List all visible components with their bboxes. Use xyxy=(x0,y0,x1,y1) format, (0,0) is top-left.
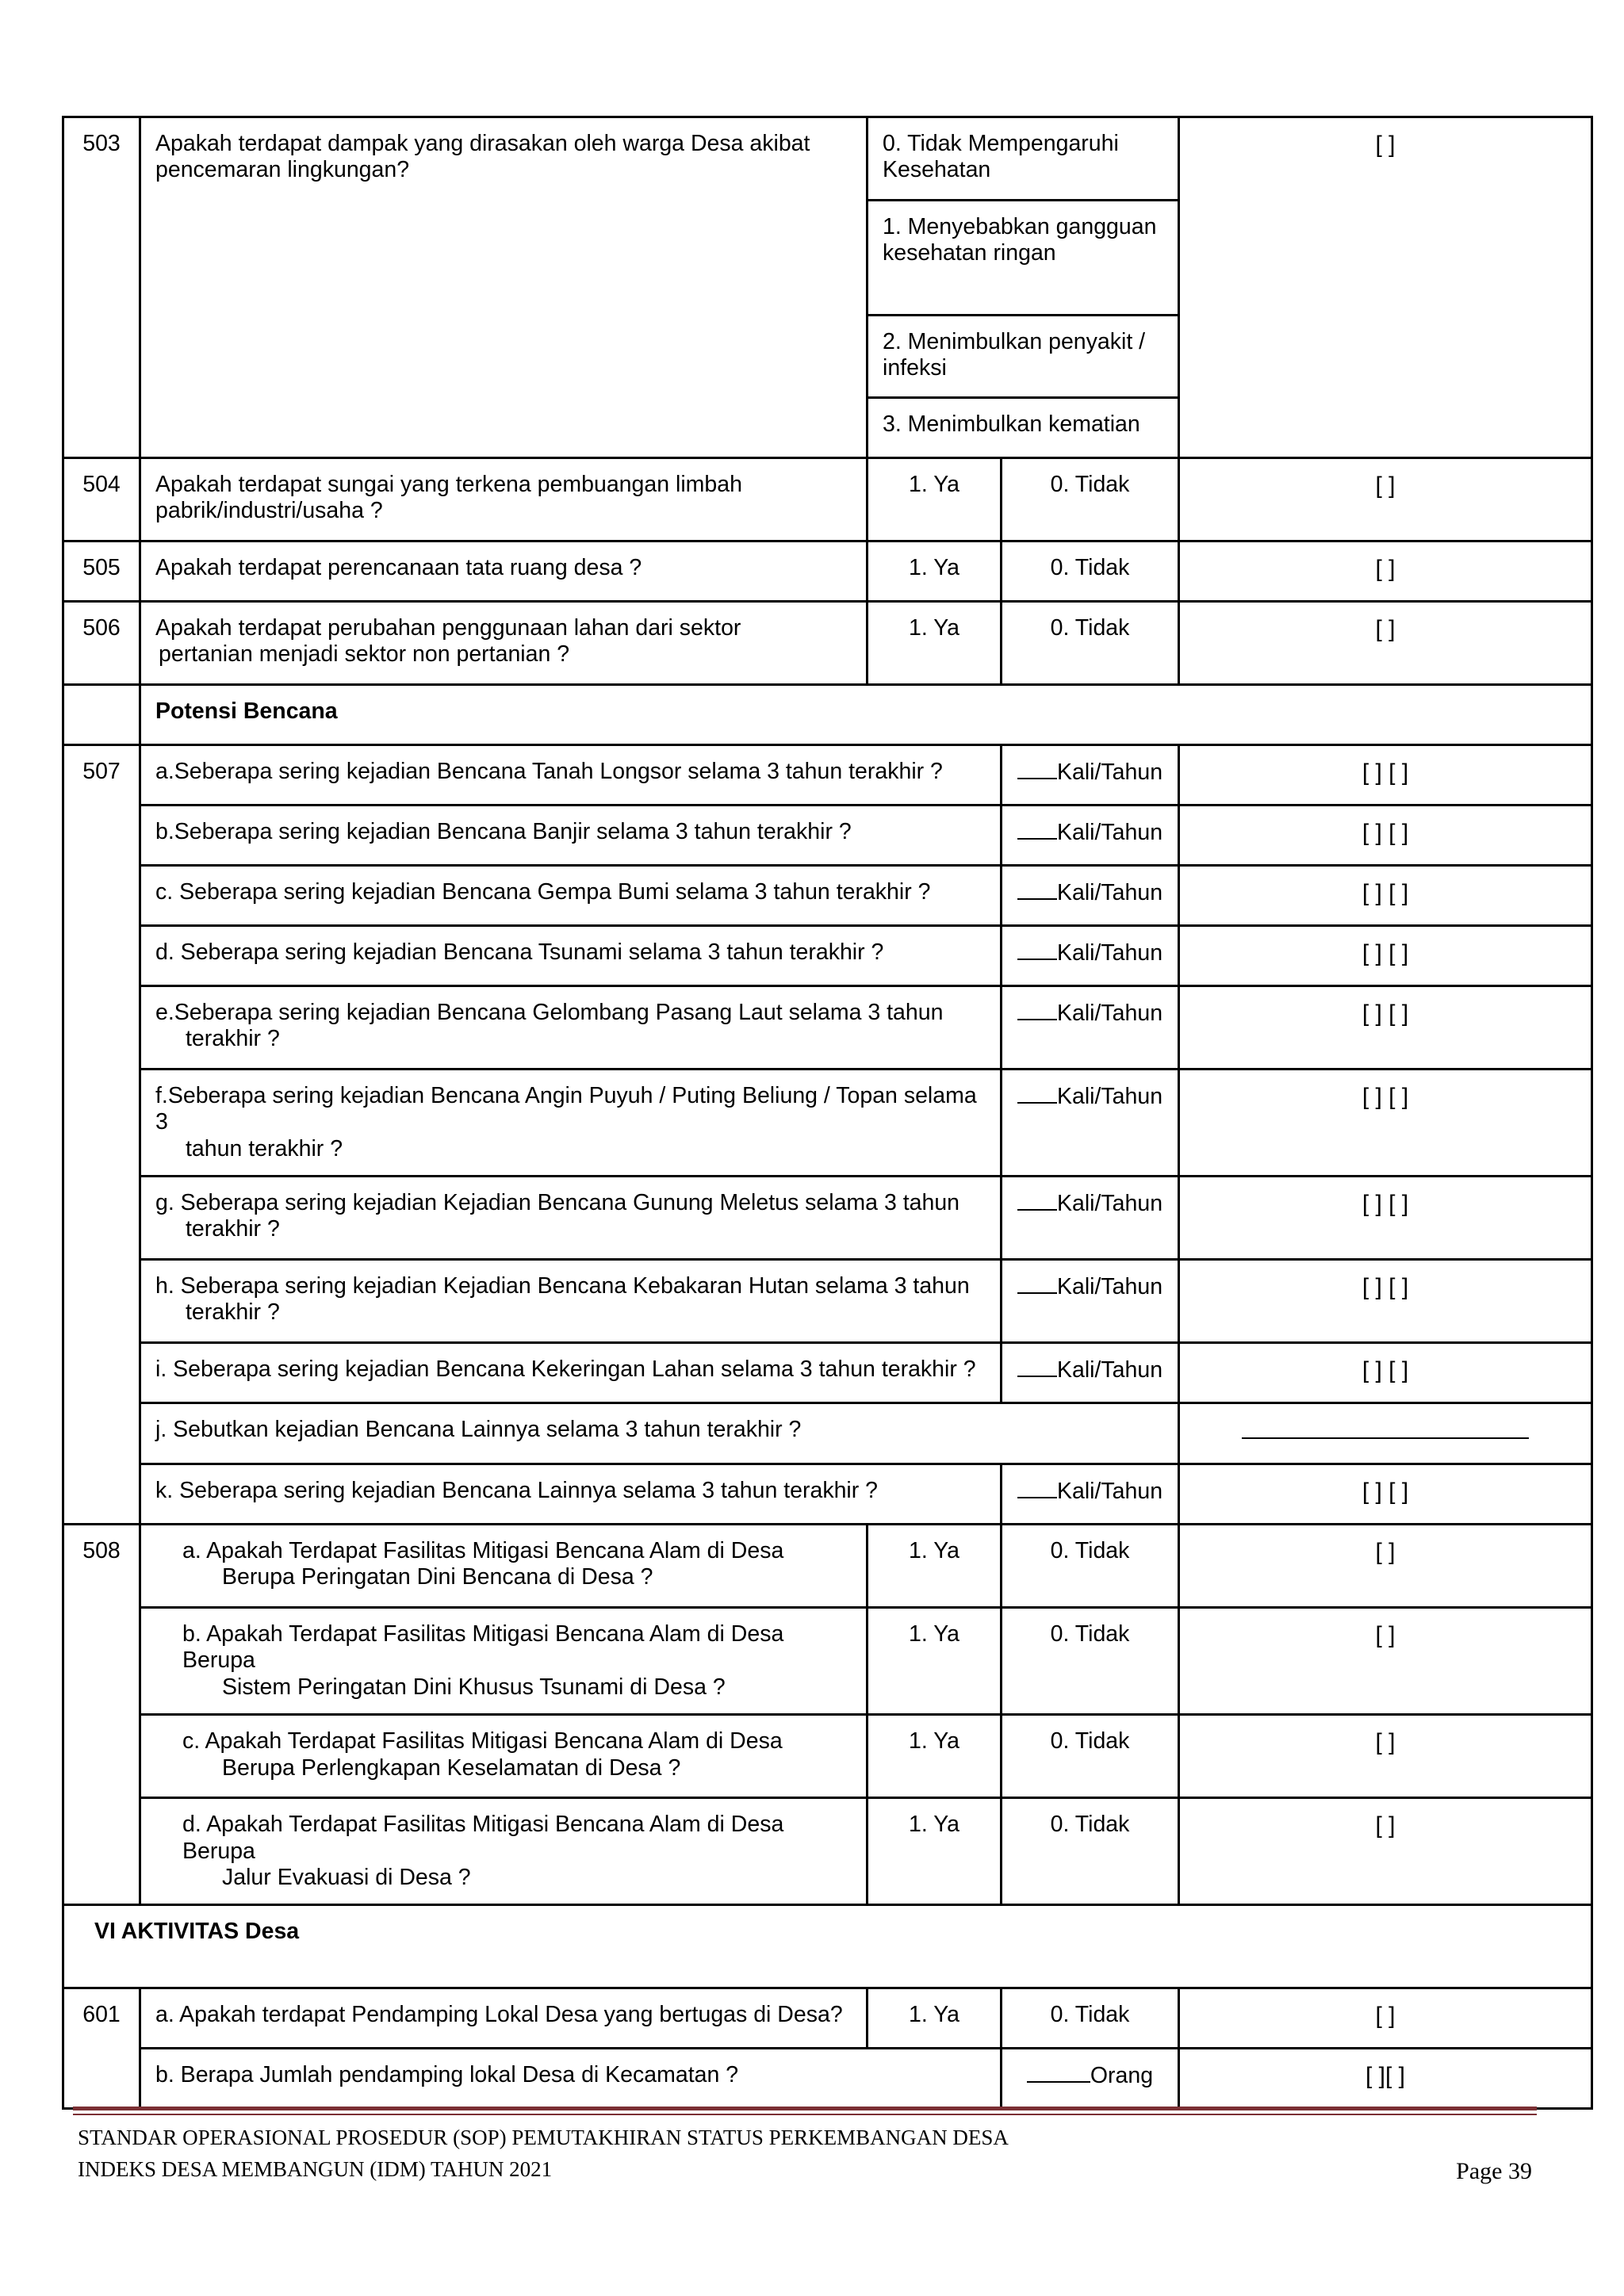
row-505 xyxy=(63,541,1592,602)
answer-box[interactable]: [ ] [ ] xyxy=(1179,926,1592,986)
question-text: h. Seberapa sering kejadian Kejadian Bencana Kebakaran Hutan selama 3 tahun terakhir ? xyxy=(140,1260,1002,1343)
row-507f xyxy=(63,1070,1592,1177)
answer-box[interactable]: [ ] [ ] xyxy=(1179,1343,1592,1403)
option-1: 1. Menyebabkan gangguan kesehatan ringan xyxy=(868,201,1179,316)
answer-box[interactable]: [ ] xyxy=(1179,1608,1592,1715)
option-yes: 1. Ya xyxy=(868,602,1002,685)
frequency-field[interactable]: Kali/Tahun xyxy=(1002,745,1179,806)
question-text: b. Berapa Jumlah pendamping lokal Desa di Kecamatan ? xyxy=(140,2049,1002,2109)
question-text: b. Apakah Terdapat Fasilitas Mitigasi Bencana Alam di Desa Berupa Sistem Peringatan Dini Khusus Tsunami di Desa ? xyxy=(140,1608,868,1715)
footer-rule-thin xyxy=(73,2114,1537,2115)
answer-box[interactable]: [ ] [ ] xyxy=(1179,1177,1592,1260)
row-508b xyxy=(63,1608,1592,1715)
question-text: d. Seberapa sering kejadian Bencana Tsunami selama 3 tahun terakhir ? xyxy=(140,926,1002,986)
section-row xyxy=(63,1905,1592,1988)
row-number: 505 xyxy=(63,541,140,602)
page-number: Page 39 xyxy=(1456,2158,1532,2184)
row-number: 507 xyxy=(63,745,140,1525)
row-507i xyxy=(63,1343,1592,1403)
option-no: 0. Tidak xyxy=(1002,1798,1179,1905)
frequency-field[interactable]: Kali/Tahun xyxy=(1002,1177,1179,1260)
question-text: a. Apakah terdapat Pendamping Lokal Desa yang bertugas di Desa? xyxy=(140,1988,868,2049)
row-507e xyxy=(63,986,1592,1070)
row-507g xyxy=(63,1177,1592,1260)
row-507d xyxy=(63,926,1592,986)
row-508a xyxy=(63,1525,1592,1608)
answer-blank-line[interactable] xyxy=(1179,1403,1592,1464)
footer-rule xyxy=(73,2107,1537,2110)
section-heading: VI AKTIVITAS Desa xyxy=(63,1905,1592,1988)
option-no: 0. Tidak xyxy=(1002,1715,1179,1798)
frequency-field[interactable]: Kali/Tahun xyxy=(1002,1464,1179,1525)
answer-box[interactable]: [ ] xyxy=(1179,117,1592,458)
question-text: g. Seberapa sering kejadian Kejadian Bencana Gunung Meletus selama 3 tahun terakhir ? xyxy=(140,1177,1002,1260)
row-number: 503 xyxy=(63,117,140,458)
footer xyxy=(78,2122,1537,2186)
question-text: a. Apakah Terdapat Fasilitas Mitigasi Bencana Alam di Desa Berupa Peringatan Dini Bencana di Desa ? xyxy=(140,1525,868,1608)
row-506 xyxy=(63,602,1592,685)
option-no: 0. Tidak xyxy=(1002,1608,1179,1715)
question-text: Apakah terdapat perencanaan tata ruang desa ? xyxy=(140,541,868,602)
row-504 xyxy=(63,458,1592,541)
option-no: 0. Tidak xyxy=(1002,602,1179,685)
footer-line-2: INDEKS DESA MEMBANGUN (IDM) TAHUN 2021 xyxy=(78,2156,553,2181)
row-508d xyxy=(63,1798,1592,1905)
answer-box[interactable]: [ ] xyxy=(1179,1715,1592,1798)
subheading-row xyxy=(63,685,1592,745)
question-text: c. Apakah Terdapat Fasilitas Mitigasi Bencana Alam di Desa Berupa Perlengkapan Keselamatan di Desa ? xyxy=(140,1715,868,1798)
option-0: 0. Tidak Mempengaruhi Kesehatan xyxy=(868,117,1179,201)
option-yes: 1. Ya xyxy=(868,1525,1002,1608)
answer-box[interactable]: [ ] xyxy=(1179,1525,1592,1608)
answer-box[interactable]: [ ] [ ] xyxy=(1179,986,1592,1070)
row-507k xyxy=(63,1464,1592,1525)
question-text: i. Seberapa sering kejadian Bencana Kekeringan Lahan selama 3 tahun terakhir ? xyxy=(140,1343,1002,1403)
question-text: Apakah terdapat perubahan penggunaan lahan dari sektor pertanian menjadi sektor non pertanian ? xyxy=(140,602,868,685)
option-no: 0. Tidak xyxy=(1002,458,1179,541)
answer-box[interactable]: [ ] xyxy=(1179,458,1592,541)
row-number: 601 xyxy=(63,1988,140,2109)
option-no: 0. Tidak xyxy=(1002,1988,1179,2049)
frequency-field[interactable]: Kali/Tahun xyxy=(1002,986,1179,1070)
answer-box[interactable]: [ ] xyxy=(1179,1798,1592,1905)
answer-box[interactable]: [ ] xyxy=(1179,1988,1592,2049)
row-507h xyxy=(63,1260,1592,1343)
question-text: Apakah terdapat dampak yang dirasakan oleh warga Desa akibat pencemaran lingkungan? xyxy=(140,117,868,458)
option-yes: 1. Ya xyxy=(868,1715,1002,1798)
row-601a xyxy=(63,1988,1592,2049)
question-text: e.Seberapa sering kejadian Bencana Gelombang Pasang Laut selama 3 tahun terakhir ? xyxy=(140,986,1002,1070)
frequency-field[interactable]: Kali/Tahun xyxy=(1002,1070,1179,1177)
row-508c xyxy=(63,1715,1592,1798)
answer-box[interactable]: [ ] [ ] xyxy=(1179,806,1592,866)
row-507c xyxy=(63,866,1592,926)
answer-box[interactable]: [ ] xyxy=(1179,602,1592,685)
question-text: Apakah terdapat sungai yang terkena pembuangan limbah pabrik/industri/usaha ? xyxy=(140,458,868,541)
option-yes: 1. Ya xyxy=(868,1608,1002,1715)
row-503 xyxy=(63,117,1592,201)
answer-box[interactable]: [ ] [ ] xyxy=(1179,1070,1592,1177)
frequency-field[interactable]: Kali/Tahun xyxy=(1002,1260,1179,1343)
option-no: 0. Tidak xyxy=(1002,541,1179,602)
question-text: a.Seberapa sering kejadian Bencana Tanah Longsor selama 3 tahun terakhir ? xyxy=(140,745,1002,806)
answer-box[interactable]: [ ] [ ] xyxy=(1179,745,1592,806)
row-number: 504 xyxy=(63,458,140,541)
question-text: f.Seberapa sering kejadian Bencana Angin Puyuh / Puting Beliung / Topan selama 3 tahun terakhir ? xyxy=(140,1070,1002,1177)
option-2: 2. Menimbulkan penyakit / infeksi xyxy=(868,316,1179,398)
row-507j xyxy=(63,1403,1592,1464)
question-text: c. Seberapa sering kejadian Bencana Gempa Bumi selama 3 tahun terakhir ? xyxy=(140,866,1002,926)
questionnaire-table xyxy=(62,116,1593,2110)
subheading-potensi-bencana: Potensi Bencana xyxy=(140,685,1592,745)
answer-box[interactable]: [ ] xyxy=(1179,541,1592,602)
row-507a xyxy=(63,745,1592,806)
option-yes: 1. Ya xyxy=(868,1988,1002,2049)
option-yes: 1. Ya xyxy=(868,458,1002,541)
answer-box[interactable]: [ ] [ ] xyxy=(1179,1464,1592,1525)
frequency-field[interactable]: Kali/Tahun xyxy=(1002,926,1179,986)
option-yes: 1. Ya xyxy=(868,1798,1002,1905)
question-text: j. Sebutkan kejadian Bencana Lainnya selama 3 tahun terakhir ? xyxy=(140,1403,1179,1464)
frequency-field[interactable]: Kali/Tahun xyxy=(1002,1343,1179,1403)
question-text: d. Apakah Terdapat Fasilitas Mitigasi Bencana Alam di Desa Berupa Jalur Evakuasi di Desa ? xyxy=(140,1798,868,1905)
row-number: 508 xyxy=(63,1525,140,1905)
count-field[interactable]: Orang xyxy=(1002,2049,1179,2109)
row-507b xyxy=(63,806,1592,866)
row-601b xyxy=(63,2049,1592,2109)
footer-line-1: STANDAR OPERASIONAL PROSEDUR (SOP) PEMUTAKHIRAN STATUS PERKEMBANGAN DESA xyxy=(78,2126,1009,2149)
option-yes: 1. Ya xyxy=(868,541,1002,602)
answer-box[interactable]: [ ] [ ] xyxy=(1179,866,1592,926)
answer-box[interactable]: [ ] [ ] xyxy=(1179,1260,1592,1343)
answer-box[interactable]: [ ][ ] xyxy=(1179,2049,1592,2109)
option-3: 3. Menimbulkan kematian xyxy=(868,398,1179,458)
frequency-field[interactable]: Kali/Tahun xyxy=(1002,866,1179,926)
question-text: k. Seberapa sering kejadian Bencana Lainnya selama 3 tahun terakhir ? xyxy=(140,1464,1002,1525)
row-number: 506 xyxy=(63,602,140,685)
option-no: 0. Tidak xyxy=(1002,1525,1179,1608)
question-text: b.Seberapa sering kejadian Bencana Banjir selama 3 tahun terakhir ? xyxy=(140,806,1002,866)
frequency-field[interactable]: Kali/Tahun xyxy=(1002,806,1179,866)
